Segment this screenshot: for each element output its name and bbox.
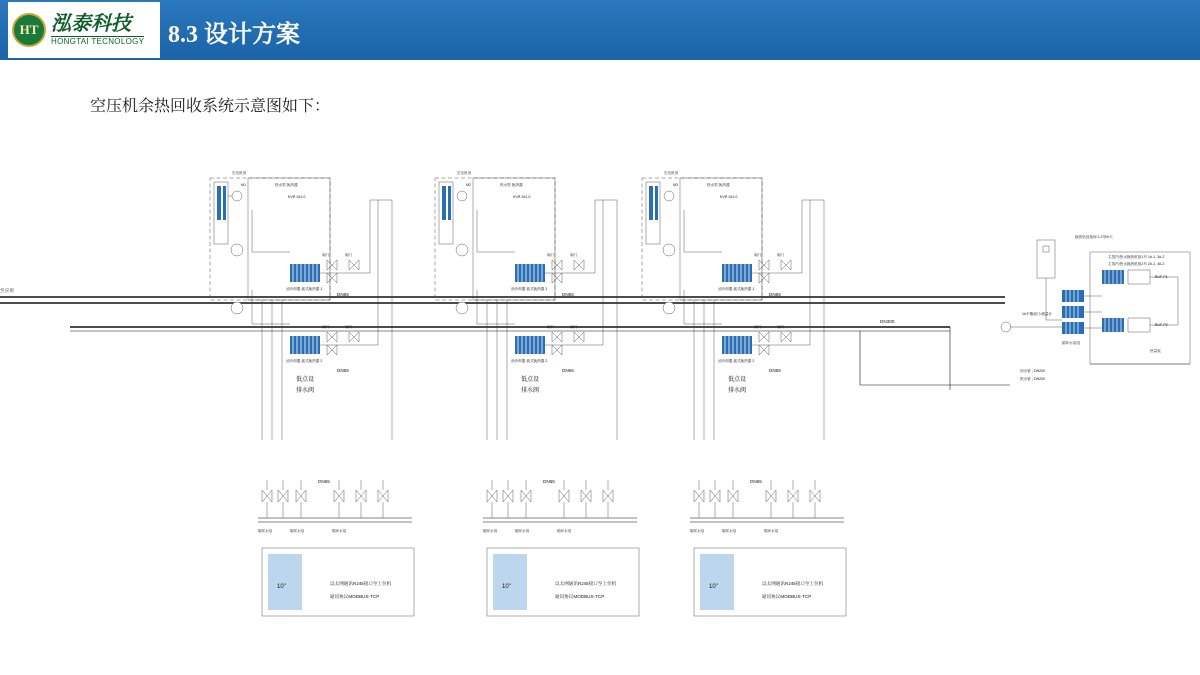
- station-bottom-note-1: 回水管 - DN200: [1020, 369, 1046, 373]
- unit-2-manifold: [483, 479, 637, 533]
- unit-2-top-sub: M2: [466, 183, 471, 187]
- station-header-note: 换热站设备间 1.2甲#/天: [1075, 235, 1113, 239]
- company-name-en: HONGTAI TECNOLOGY: [51, 36, 145, 46]
- station-pump-3: [1062, 322, 1084, 334]
- unit-3-top-label: 空压机房: [664, 171, 679, 175]
- unit-3-tank-label: 10": [709, 584, 718, 590]
- unit-1-plc-note-1: 以太网通讯RJ45接口至上位机: [330, 581, 392, 586]
- unit-3-valve-label-1: 阀门: [754, 253, 762, 257]
- page-title: 8.3 设计方案: [168, 22, 300, 48]
- unit-3-plc-note-1: 以太网通讯RJ45接口至上位机: [762, 581, 824, 586]
- unit-3-hx1-label: 油冷却器 板式换热器 1: [718, 287, 755, 291]
- unit-3-pump-label-2: 循环水泵: [722, 529, 737, 533]
- unit-2-plc-note-2: 通讯协议MODBUS-TCP: [555, 594, 605, 599]
- unit-1-internal-piping: [252, 200, 392, 440]
- unit-1-manifold: [258, 479, 412, 533]
- unit-1-low-point-label-line1: 低点设: [296, 377, 315, 383]
- unit-1-module-label: KVR 2#1.0: [288, 195, 306, 199]
- system-schematic: [0, 140, 1200, 660]
- unit-2-manifold-dn: DN65: [543, 479, 555, 484]
- company-name-cn: 泓泰科技: [51, 12, 131, 35]
- station-piping: [1010, 277, 1190, 364]
- unit-1-valve-label-3: 阀门: [322, 325, 330, 329]
- unit-2-gauge-3: [456, 302, 468, 314]
- unit-2-control-box: [487, 548, 639, 616]
- station-vessel: [1037, 240, 1055, 278]
- station-hx-upper-shell: [1128, 270, 1150, 284]
- unit-1-hx1-label: 油冷却器 板式换热器 1: [286, 287, 323, 291]
- station-pump-2: [1062, 306, 1084, 318]
- unit-2-dn-label-2: DN65: [562, 368, 574, 373]
- company-logo-icon: HT: [12, 13, 46, 47]
- unit-1-gauge-3: [231, 302, 243, 314]
- unit-1-valve-label-2: 阀门: [345, 253, 353, 257]
- unit-1-control-box: [262, 548, 414, 616]
- unit-3-heat-exchanger-1: [718, 264, 754, 291]
- unit-3-low-point-label-line1: 低点设: [728, 377, 747, 383]
- unit-1-pump-label-3: 循环水泵: [332, 529, 347, 533]
- station-pump-note: 循环水泵组: [1062, 341, 1080, 345]
- company-logo-text: [51, 14, 144, 46]
- unit-2-pump-label-3: 循环水泵: [557, 529, 572, 533]
- unit-3-pump-label-3: 循环水泵: [764, 529, 779, 533]
- unit-2-hx1-label: 油冷却器 板式换热器 1: [511, 287, 548, 291]
- station-valve-note: 1#平衡阀门/流量计: [1022, 312, 1053, 316]
- unit-3-manifold: [690, 479, 844, 533]
- unit-2-compressor-core: [442, 186, 446, 220]
- unit-2-heat-exchanger-1: [511, 264, 547, 291]
- unit-1-manifold-dn: DN65: [318, 479, 330, 484]
- unit-1-tank-label: 10": [277, 584, 286, 590]
- unit-1-module-sub: 热水型 换热器: [275, 183, 298, 187]
- unit-1-low-point-label-line2: 排水阀: [296, 388, 315, 394]
- unit-3-hx2-label: 油冷却器 板式换热器 2: [718, 359, 755, 363]
- unit-2-tank-label: 10": [502, 584, 511, 590]
- unit-1-heat-exchanger-2: [286, 336, 322, 363]
- station-tank-bot-label: BUF-P2: [1155, 323, 1168, 327]
- unit-1-tank-body: [268, 554, 302, 610]
- unit-1-dn-label-1: DN65: [337, 292, 349, 297]
- unit-3-manifold-dn: DN65: [750, 479, 762, 484]
- station-equip-note-2: 主蒸汽/热水换热机组2号 2#-1, 4#-2: [1108, 262, 1165, 266]
- station-hx-lower-shell: [1128, 318, 1150, 332]
- unit-2-plc-note-1: 以太网通讯RJ45接口至上位机: [555, 581, 617, 586]
- unit-2-valve-label-3: 阀门: [547, 325, 555, 329]
- unit-1-valve-label-1: 阀门: [322, 253, 330, 257]
- unit-2-valve-label-4: 阀门: [570, 325, 578, 329]
- unit-2-module-label: KVR 2#1.0: [513, 195, 531, 199]
- unit-1-heat-exchanger-1: [286, 264, 322, 291]
- unit-1-valve-train: [322, 252, 359, 373]
- unit-1-top-label: 空压机房: [232, 171, 247, 175]
- station-equip-note-1: 主蒸汽/热水换热机组1号 1#-1, 3#-2: [1108, 255, 1165, 259]
- left-pipe-label: 至应用: [0, 288, 14, 293]
- heat-exchange-station: [1001, 234, 1190, 381]
- unit-3-valve-label-4: 阀门: [777, 325, 785, 329]
- unit-2-top-label: 空压机房: [457, 171, 472, 175]
- station-frame: [1090, 252, 1190, 364]
- unit-1-compressor-core-2: [223, 186, 226, 220]
- unit-3-gauge-1: [664, 191, 674, 201]
- unit-2-pump-label-2: 循环水泵: [515, 529, 530, 533]
- station-bottom-note-2: 供水管 - DN200: [1020, 377, 1046, 381]
- unit-2-valve-train: [547, 252, 584, 373]
- unit-3-compressor-core-2: [655, 186, 658, 220]
- station-tank-top-label: BUF-P1: [1155, 275, 1168, 279]
- unit-1-pump-label-2: 循环水泵: [290, 529, 305, 533]
- unit-2-gauge-2: [456, 244, 468, 256]
- unit-3-tank-body: [700, 554, 734, 610]
- unit-group-2: [435, 170, 639, 616]
- station-pump-bank: [1062, 290, 1084, 345]
- unit-3-valve-label-2: 阀门: [777, 253, 785, 257]
- unit-1-compressor-core: [217, 186, 221, 220]
- unit-2-module-sub: 热水型 换热器: [500, 183, 523, 187]
- unit-2-tank-body: [493, 554, 527, 610]
- company-logo: [8, 2, 160, 58]
- unit-1-gauge-2: [231, 244, 243, 256]
- unit-2-gauge-1: [457, 191, 467, 201]
- station-pump-icon: [1001, 322, 1011, 332]
- unit-3-gauge-2: [663, 244, 675, 256]
- unit-group-3: [642, 170, 846, 616]
- unit-3-internal-piping: [684, 200, 824, 440]
- unit-1-valve-label-4: 阀门: [345, 325, 353, 329]
- unit-1-plc-note-2: 通讯协议MODBUS-TCP: [330, 594, 380, 599]
- unit-3-top-sub: M3: [673, 183, 678, 187]
- unit-1-hx2-label: 油冷却器 板式换热器 2: [286, 359, 323, 363]
- unit-2-internal-piping: [477, 200, 617, 440]
- unit-1-dn-label-2: DN65: [337, 368, 349, 373]
- unit-3-dn-label-1: DN65: [769, 292, 781, 297]
- caption-text: 空压机余热回收系统示意图如下：: [90, 98, 331, 115]
- unit-2-valve-label-2: 阀门: [570, 253, 578, 257]
- unit-3-compressor-core: [649, 186, 653, 220]
- unit-3-pump-label: 循环水泵: [690, 529, 705, 533]
- unit-3-control-box: [694, 548, 846, 616]
- main-pipe-dn-label: DN300: [880, 319, 895, 324]
- station-meter-note: 热量表: [1150, 349, 1161, 353]
- unit-2-low-point-label-line2: 排水阀: [521, 388, 540, 394]
- unit-3-module-sub: 热水型 换热器: [707, 183, 730, 187]
- unit-2-heat-exchanger-2: [511, 336, 547, 363]
- unit-3-valve-train: [754, 252, 791, 373]
- unit-3-valve-label-3: 阀门: [754, 325, 762, 329]
- station-pump-1: [1062, 290, 1084, 302]
- unit-2-compressor-core-2: [448, 186, 451, 220]
- unit-1-pump-label: 循环水泵: [258, 529, 273, 533]
- slide-header: [0, 0, 1200, 60]
- unit-2-pump-label: 循环水泵: [483, 529, 498, 533]
- unit-group-1: [210, 170, 414, 616]
- unit-1-top-sub: M1: [241, 183, 246, 187]
- unit-3-dn-label-2: DN65: [769, 368, 781, 373]
- unit-2-valve-label-1: 阀门: [547, 253, 555, 257]
- unit-3-heat-exchanger-2: [718, 336, 754, 363]
- unit-1-gauge-1: [232, 191, 242, 201]
- unit-2-hx2-label: 油冷却器 板式换热器 2: [511, 359, 548, 363]
- unit-3-low-point-label-line2: 排水阀: [728, 388, 747, 394]
- unit-2-dn-label-1: DN65: [562, 292, 574, 297]
- unit-2-low-point-label-line1: 低点设: [521, 377, 540, 383]
- unit-3-module-label: KVR 2#1.0: [720, 195, 738, 199]
- unit-3-plc-note-2: 通讯协议MODBUS-TCP: [762, 594, 812, 599]
- unit-3-gauge-3: [663, 302, 675, 314]
